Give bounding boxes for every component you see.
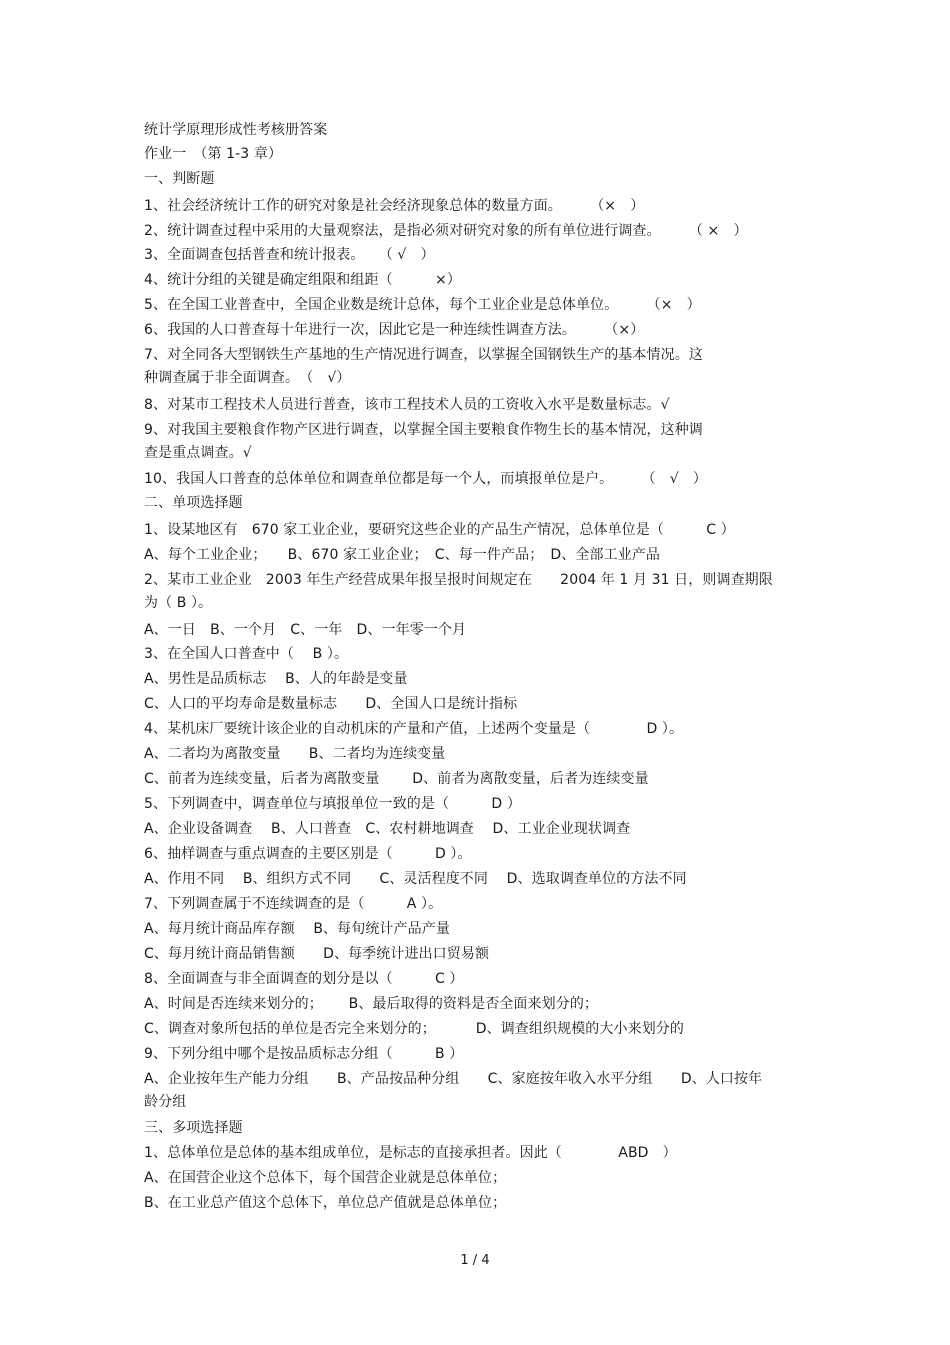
text-line: A、时间是否连续来划分的； B、最后取得的资料是否全面来划分的； xyxy=(144,996,599,1012)
text-line: 6、我国的人口普查每十年进行一次，因此它是一种连续性调查方法。 （×） xyxy=(144,322,645,338)
text-line: 3、全面调查包括普查和统计报表。 （ √ ） xyxy=(144,247,435,263)
text-line: 4、某机床厂要统计该企业的自动机床的产量和产值，上述两个变量是（ D ）。 xyxy=(144,721,684,737)
text-line: A、企业按年生产能力分组 B、产品按品种分组 C、家庭按年收入水平分组 D、人口按年 xyxy=(144,1071,763,1087)
section-heading: 二、单项选择题 xyxy=(144,495,243,511)
text-line: 4、统计分组的关键是确定组限和组距（ ×） xyxy=(144,272,461,288)
text-line: 3、在全国人口普查中（ B ）。 xyxy=(144,646,349,662)
text-line: A、在国营企业这个总体下，每个国营企业就是总体单位； xyxy=(144,1170,507,1186)
text-line: 龄分组 xyxy=(144,1094,187,1110)
text-line: C、调查对象所包括的单位是否完全来划分的； D、调查组织规模的大小来划分的 xyxy=(144,1021,685,1037)
text-line: 10、我国人口普查的总体单位和调查单位都是每一个人，而填报单位是户。 （ √ ） xyxy=(144,471,707,487)
text-line: 1、社会经济统计工作的研究对象是社会经济现象总体的数量方面。 （× ） xyxy=(144,198,645,214)
text-line: 1、总体单位是总体的基本组成单位，是标志的直接承担者。因此（ ABD ） xyxy=(144,1145,677,1161)
text-line: C、前者为连续变量，后者为离散变量 D、前者为离散变量，后者为连续变量 xyxy=(144,771,649,787)
text-line: A、每月统计商品库存额 B、每旬统计产品产量 xyxy=(144,921,450,937)
text-line: 2、统计调查过程中采用的大量观察法，是指必须对研究对象的所有单位进行调查。 （ × ） xyxy=(144,223,748,239)
text-line: C、人口的平均寿命是数量标志 D、全国人口是统计指标 xyxy=(144,696,518,712)
page-number: 1 / 4 xyxy=(460,1253,490,1268)
text-line: A、企业设备调查 B、人口普查 C、农村耕地调查 D、工业企业现状调查 xyxy=(144,821,631,837)
section-heading: 作业一 （第 1-3 章） xyxy=(144,146,283,162)
text-line: 5、下列调查中，调查单位与填报单位一致的是（ D ） xyxy=(144,796,521,812)
text-line: B、在工业总产值这个总体下，单位总产值就是总体单位； xyxy=(144,1195,507,1211)
text-line: 9、下列分组中哪个是按品质标志分组（ B ） xyxy=(144,1046,464,1062)
text-line: A、二者均为离散变量 B、二者均为连续变量 xyxy=(144,746,446,762)
text-line: A、每个工业企业； B、670 家工业企业； C、每一件产品； D、全部工业产品 xyxy=(144,547,661,563)
text-line: 8、全面调查与非全面调查的划分是以（ C ） xyxy=(144,971,464,987)
text-line: 2、某市工业企业 2003 年生产经营成果年报呈报时间规定在 2004 年 1 月 31 日，则调查期限 xyxy=(144,572,773,588)
text-line: 种调查属于非全面调查。 （ √） xyxy=(144,370,351,386)
text-line: 查是重点调查。√ xyxy=(144,445,252,461)
text-line: 6、抽样调查与重点调查的主要区别是（ D ）。 xyxy=(144,846,472,862)
text-line: A、作用不同 B、组织方式不同 C、灵活程度不同 D、选取调查单位的方法不同 xyxy=(144,871,687,887)
text-line: A、男性是品质标志 B、人的年龄是变量 xyxy=(144,671,408,687)
text-line: 9、对我国主要粮食作物产区进行调查，以掌握全国主要粮食作物生长的基本情况，这种调 xyxy=(144,422,703,438)
text-line: 为（ B ）。 xyxy=(144,595,213,611)
text-line: A、一日 B、一个月 C、一年 D、一年零一个月 xyxy=(144,622,467,638)
text-line: 7、对全同各大型钢铁生产基地的生产情况进行调查，以掌握全国钢铁生产的基本情况。这 xyxy=(144,347,703,363)
text-line: C、每月统计商品销售额 D、每季统计进出口贸易额 xyxy=(144,946,490,962)
text-line: 5、在全国工业普查中，全国企业数是统计总体，每个工业企业是总体单位。 （× ） xyxy=(144,297,701,313)
section-heading: 三、多项选择题 xyxy=(144,1120,243,1136)
doc-title: 统计学原理形成性考核册答案 xyxy=(144,122,328,138)
section-heading: 一、判断题 xyxy=(144,171,215,187)
text-line: 1、设某地区有 670 家工业企业，要研究这些企业的产品生产情况，总体单位是（ C ） xyxy=(144,522,735,538)
text-line: 8、对某市工程技术人员进行普查，该市工程技术人员的工资收入水平是数量标志。√ xyxy=(144,397,670,413)
text-line: 7、下列调查属于不连续调查的是（ A ）。 xyxy=(144,896,443,912)
